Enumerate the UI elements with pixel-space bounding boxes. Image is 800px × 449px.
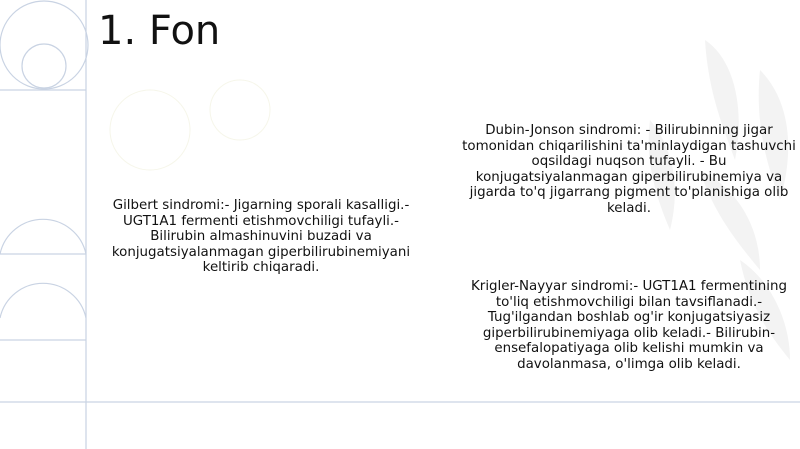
krigler-nayyar-syndrome-text: Krigler-Nayyar sindromi:- UGT1A1 fermentining to'liq etishmovchiligi bilan tavsiflanadi.- Tug'ilgandan boshlab og'ir konjugatsiyasiz giperbilirubinemiyaga olib keladi.- Bilirubin-ensefalopatiyaga olib kelishi mumkin va davolanmasa, o'limga olib keladi. [471, 279, 787, 372]
gilbert-syndrome-text: Gilbert sindromi:- Jigarning sporali kasalligi.- UGT1A1 fermenti etishmovchiligi tufayli.- Bilirubin almashinuvini buzadi va konjugatsiyalanmagan giperbilirubinemiyani keltirib chiqaradi. [111, 198, 411, 276]
watermark-circles [110, 80, 270, 170]
slide-title: 1. Fon [98, 8, 221, 54]
dubin-jonson-syndrome-text: Dubin-Jonson sindromi: - Bilirubinning jigar tomonidan chiqarilishini ta'minlaydigan tashuvchi oqsildagi nuqson tufayli. - Bu konjugatsiyalanmagan giperbilirubinemiya va jigarda to'q jigarrang pigment to'planishiga olib keladi. [462, 123, 796, 216]
